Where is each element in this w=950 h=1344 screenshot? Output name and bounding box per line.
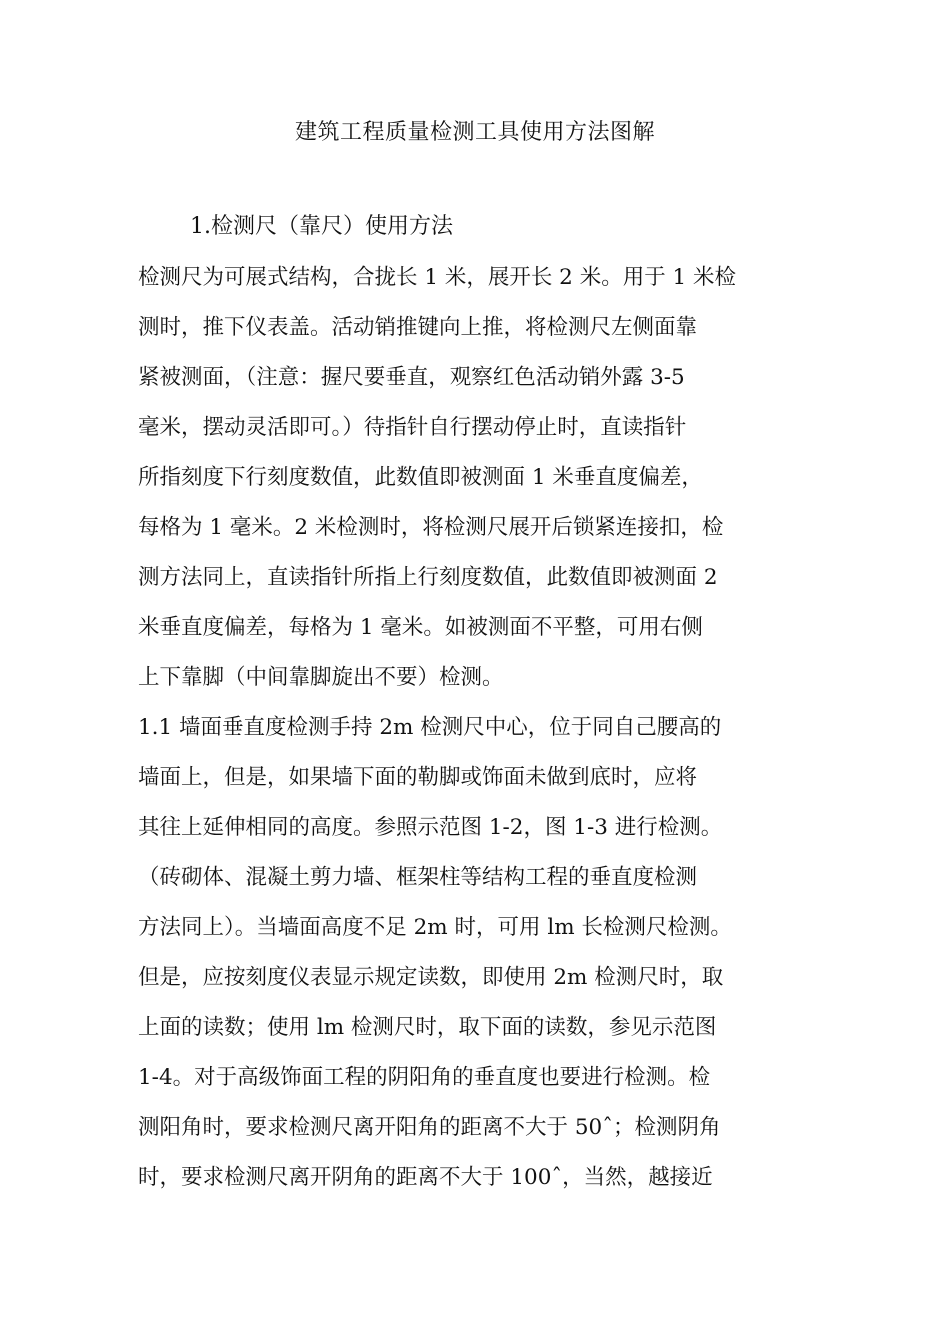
text-line: 紧被测面，（注意：握尺要垂直，观察红色活动销外露 3-5 [138, 365, 685, 390]
text-line: 上面的读数；使用 lm 检测尺时，取下面的读数，参见示范图 [138, 1015, 717, 1040]
body-paragraphs [138, 258, 822, 1208]
text-line: 时，要求检测尺离开阴角的距离不大于 100ˆ，当然，越接近 [138, 1165, 713, 1190]
text-line: 1.1 墙面垂直度检测手持 2m 检测尺中心，位于同自己腰高的 [138, 715, 722, 740]
text-line: 测阳角时，要求检测尺离开阳角的距离不大于 50ˆ；检测阴角 [138, 1115, 721, 1140]
text-line: 毫米，摆动灵活即可。）待指针自行摆动停止时，直读指针 [138, 415, 687, 440]
text-line: 所指刻度下行刻度数值，此数值即被测面 1 米垂直度偏差， [138, 465, 703, 490]
text-line: 测方法同上，直读指针所指上行刻度数值，此数值即被测面 2 [138, 565, 718, 590]
text-line: 测时，推下仪表盖。活动销推键向上推，将检测尺左侧面靠 [138, 315, 698, 340]
text-line: 米垂直度偏差，每格为 1 毫米。如被测面不平整，可用右侧 [138, 615, 703, 640]
text-line: （砖砌体、混凝土剪力墙、框架柱等结构工程的垂直度检测 [138, 865, 698, 890]
section-heading: 1.检测尺（靠尺）使用方法 [190, 214, 453, 239]
text-line: 方法同上）。当墙面高度不足 2m 时，可用 lm 长检测尺检测。 [138, 915, 732, 940]
text-line: 每格为 1 毫米。2 米检测时，将检测尺展开后锁紧连接扣，检 [138, 515, 724, 540]
text-line: 其往上延伸相同的高度。参照示范图 1-2，图 1-3 进行检测。 [138, 815, 723, 840]
text-line: 但是，应按刻度仪表显示规定读数，即使用 2m 检测尺时，取 [138, 965, 724, 990]
document-title: 建筑工程质量检测工具使用方法图解 [294, 120, 655, 145]
text-line: 墙面上，但是，如果墙下面的勒脚或饰面未做到底时，应将 [138, 765, 698, 790]
text-line: 上下靠脚（中间靠脚旋出不要）检测。 [138, 665, 504, 690]
text-line: 检测尺为可展式结构，合拢长 1 米，展开长 2 米。用于 1 米检 [138, 265, 737, 290]
text-line: 1-4。对于高级饰面工程的阴阳角的垂直度也要进行检测。检 [138, 1065, 711, 1090]
